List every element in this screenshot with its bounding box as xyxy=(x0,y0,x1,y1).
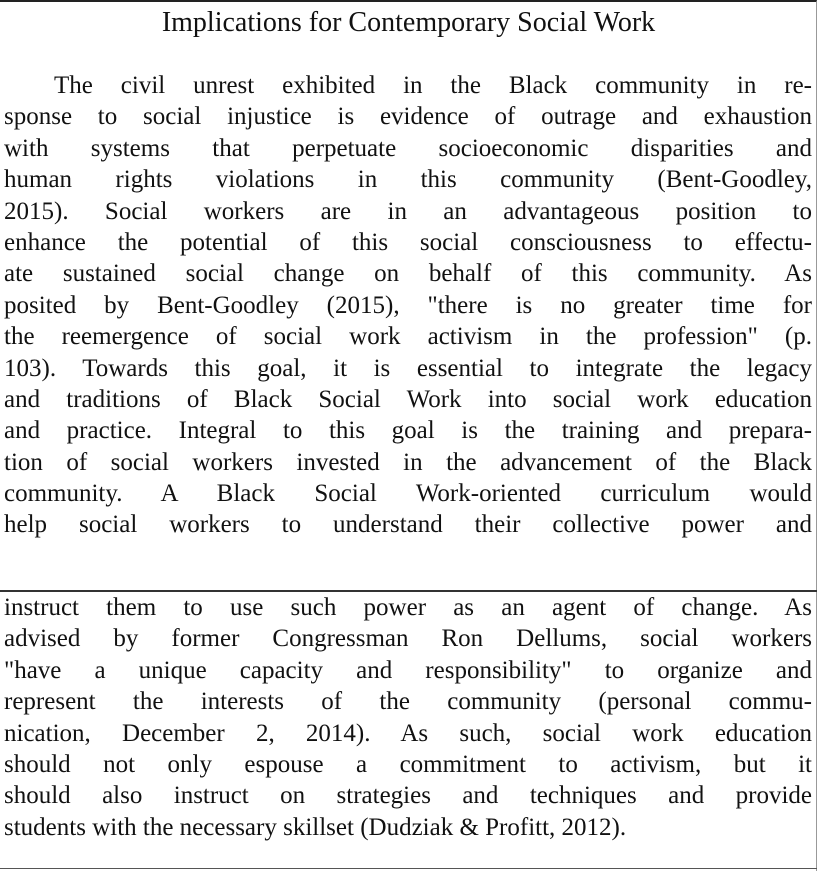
paragraph-line: instruct them to use such power as an agent of change. As xyxy=(4,594,812,621)
paragraph-line: nication, December 2, 2014). As such, social work education xyxy=(4,719,812,747)
paragraph-line: with systems that perpetuate socioeconomic disparities and xyxy=(4,134,812,162)
paragraph-line: enhance the potential of this social consciousness to effectu- xyxy=(4,228,812,256)
paragraph-line: represent the interests of the community (personal commu- xyxy=(4,688,812,716)
paragraph-line: and traditions of Black Social Work into social work education xyxy=(4,385,812,413)
paragraph-line: The civil unrest exhibited in the Black community in re- xyxy=(54,72,812,99)
paragraph-lower xyxy=(4,592,812,866)
bottom-rule xyxy=(0,868,817,869)
section-heading: Implications for Contemporary Social Work xyxy=(161,7,656,38)
paragraph-line: 103). Towards this goal, it is essential to integrate the legacy xyxy=(4,354,812,382)
paragraph-line: posited by Bent-Goodley (2015), "there is no greater time for xyxy=(4,291,812,319)
paragraph-line: help social workers to understand their collective power and xyxy=(4,511,812,539)
paragraph-line: community. A Black Social Work-oriented curriculum would xyxy=(4,480,812,508)
paragraph-line: 2015). Social workers are in an advantageous position to xyxy=(4,197,812,225)
paragraph-line: should also instruct on strategies and techniques and provide xyxy=(4,782,812,810)
paragraph-line: "have a unique capacity and responsibility" to organize and xyxy=(4,656,812,684)
paragraph-line: should not only espouse a commitment to activism, but it xyxy=(4,750,812,778)
paragraph-line: ate sustained social change on behalf of this community. As xyxy=(4,260,812,288)
paragraph-upper xyxy=(4,70,812,592)
paragraph-line: advised by former Congressman Ron Dellums, social workers xyxy=(4,625,812,653)
paragraph-line: sponse to social injustice is evidence of outrage and exhaustion xyxy=(4,103,812,131)
paragraph-line: tion of social workers invested in the advancement of the Black xyxy=(4,448,812,476)
paragraph-line: and practice. Integral to this goal is the training and prepara- xyxy=(4,417,812,445)
paragraph-line: students with the necessary skillset (Dudziak & Profitt, 2012). xyxy=(4,813,627,841)
paragraph-line: human rights violations in this community (Bent-Goodley, xyxy=(4,166,812,194)
paragraph-line: the reemergence of social work activism in the profession" (p. xyxy=(4,323,812,351)
